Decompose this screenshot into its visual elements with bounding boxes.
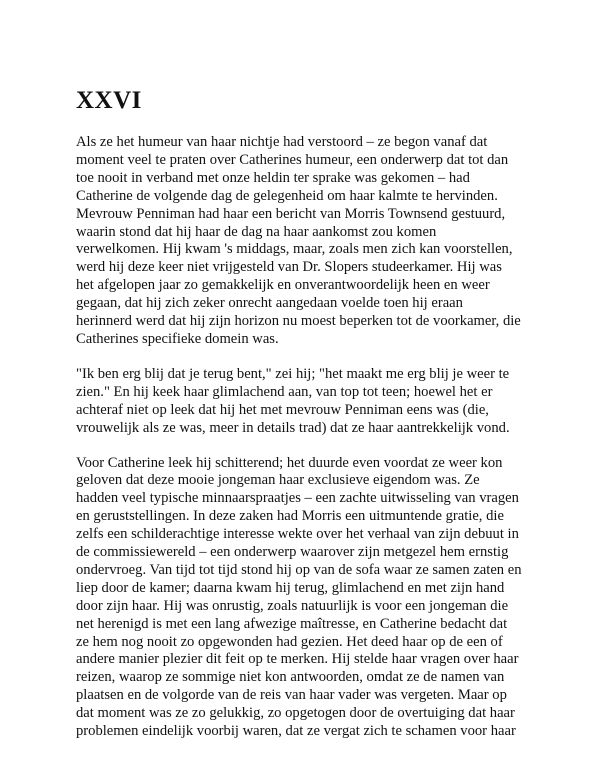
text-line: door zijn haar. Hij was onrustig, zoals natuurlijk is voor een jongeman die xyxy=(76,597,509,614)
text-line: ondervroeg. Van tijd tot tijd stond hij op van de sofa waar ze samen zaten en xyxy=(76,561,522,578)
text-line: Mevrouw Penniman had haar een bericht van Morris Townsend gestuurd, xyxy=(76,205,506,222)
text-line: het afgelopen jaar zo gemakkelijk en onverantwoordelijk heen en weer xyxy=(76,277,490,294)
text-line: verwelkomen. Hij kwam 's middags, maar, zoals men zich kan voorstellen, xyxy=(76,241,513,258)
text-line: herinnerd werd dat hij zijn horizon nu moest beperken tot de voorkamer, die xyxy=(76,313,521,330)
paragraph-1 xyxy=(76,134,532,349)
text-line: werd hij deze keer niet vrijgesteld van Dr. Slopers studeerkamer. Hij was xyxy=(76,259,502,276)
chapter-title: XXVI xyxy=(76,87,142,114)
text-line: toe nooit in verband met onze heldin ter sprake was gekomen – had xyxy=(76,169,470,186)
text-line: plaatsen en de volgorde van de reis van haar vader was vergeten. Maar op xyxy=(76,687,507,704)
text-line: Als ze het humeur van haar nichtje had verstoord – ze begon vanaf dat xyxy=(76,134,488,150)
paragraph-2 xyxy=(76,366,532,438)
text-line: "Ik ben erg blij dat je terug bent," zei hij; "het maakt me erg blij je weer te xyxy=(76,365,510,382)
text-line: zien." En hij keek haar glimlachend aan, van top tot teen; hoewel het er xyxy=(76,383,493,400)
paragraph-3 xyxy=(76,455,532,742)
text-line: dat moment was ze zo gelukkig, zo opgetogen door de overtuiging dat haar xyxy=(76,705,515,722)
text-line: geloven dat deze mooie jongeman haar exclusieve eigendom was. Ze xyxy=(76,472,480,489)
text-line: Catherines specifieke domein was. xyxy=(76,330,279,347)
text-line: hadden veel typische minnaarspraatjes – een zachte uitwisseling van vragen xyxy=(76,490,519,507)
text-line: achteraf niet op leek dat hij het met mevrouw Penniman eens was (die, xyxy=(76,401,489,418)
text-line: reizen, waarop ze sommige niet kon antwoorden, omdat ze de namen van xyxy=(76,669,505,686)
text-line: Voor Catherine leek hij schitterend; het duurde even voordat ze weer kon xyxy=(76,454,503,471)
text-line: vrouwelijk als ze was, meer in details trad) dat ze haar aantrekkelijk vond. xyxy=(76,419,510,436)
text-line: de commissiewereld – een onderwerp waarover zijn metgezel hem ernstig xyxy=(76,544,509,561)
text-line: andere manier plezier dit feit op te merken. Hij stelde haar vragen over haar xyxy=(76,651,519,668)
text-line: gegaan, dat hij zich zeker onrecht aangedaan voelde toen hij eraan xyxy=(76,295,463,312)
text-line: en geruststellingen. In deze zaken had Morris een uitmuntende gratie, die xyxy=(76,508,504,525)
text-line: waarin stond dat hij haar de dag na haar aankomst zou komen xyxy=(76,223,437,240)
text-line: ze hem nog nooit zo opgewonden had gezien. Het deed haar op de een of xyxy=(76,633,503,650)
text-line: liep door de kamer; daarna kwam hij terug, glimlachend en met zijn hand xyxy=(76,579,505,596)
text-line: net herenigd is met een lang afwezige maîtresse, en Catherine bedacht dat xyxy=(76,615,508,632)
document-page xyxy=(76,87,532,758)
text-line: zelfs een schilderachtige interesse wekte over het verhaal van zijn debuut in xyxy=(76,526,519,543)
text-line: Catherine de volgende dag de gelegenheid om haar kalmte te hervinden. xyxy=(76,187,498,204)
text-line: moment veel te praten over Catherines humeur, een onderwerp dat tot dan xyxy=(76,151,509,168)
text-line: problemen eindelijk voorbij waren, dat ze vergat zich te schamen voor haar xyxy=(76,723,516,740)
